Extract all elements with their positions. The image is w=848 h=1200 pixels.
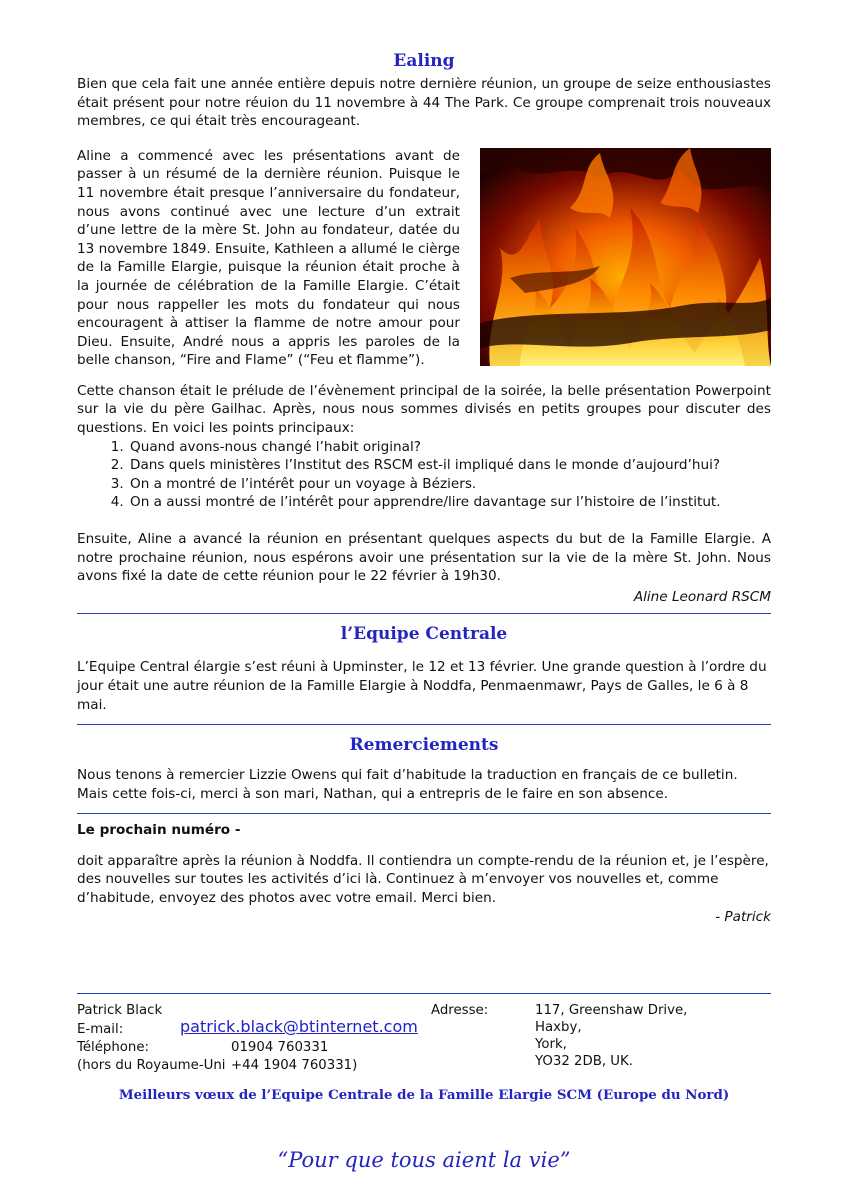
footer-divider	[77, 993, 771, 994]
intl-phone-number: +44 1904 760331)	[231, 1058, 358, 1073]
ealing-intro-paragraph: Bien que cela fait une année entière depuis notre dernière réunion, un groupe de seize enthousiastes était présent pour notre réuion du 11 novembre à 44 The Park. Ce groupe comprenait trois nouveaux membres, ce qui était très encourageant.	[77, 76, 771, 130]
phone-number: 01904 760331	[231, 1040, 329, 1055]
list-item: 4. On a aussi montré de l’intérêt pour apprendre/lire davantage sur l’histoire de l’institut.	[128, 493, 771, 512]
prochain-heading: Le prochain numéro -	[77, 822, 241, 839]
ealing-paragraph-4: Ensuite, Aline a avancé la réunion en présentant quelques aspects du but de la Famille Elargie. A notre prochaine réunion, nous espérons avoir une présentation sur la vie de la mère St. John. Nous avons fixé la date de cette réunion pour le 22 février à 19h30.	[77, 530, 771, 585]
section-divider	[77, 724, 771, 725]
intl-label: (hors du Royaume-Uni	[77, 1058, 226, 1073]
list-item: 1. Quand avons-nous changé l’habit original?	[128, 438, 771, 457]
section-title-ealing: Ealing	[393, 51, 455, 71]
discussion-points-list	[77, 438, 771, 512]
address-line: York,	[535, 1037, 567, 1052]
email-link[interactable]: patrick.black@btinternet.com	[180, 1017, 418, 1036]
section-title-equipe: l’Equipe Centrale	[340, 624, 508, 645]
email-label: E-mail:	[77, 1022, 124, 1037]
phone-label: Téléphone:	[77, 1040, 150, 1055]
address-line: Haxby,	[535, 1020, 582, 1035]
list-item: 3. On a montré de l’intérêt pour un voyage à Béziers.	[128, 475, 771, 494]
prochain-paragraph: doit apparaître après la réunion à Noddfa. Il contiendra un compte-rendu de la réunion et, je l’espère, des nouvelles sur toutes les activités d’ici là. Continuez à m’envoyer vos nouvelles et, comme d’habitude, envoyez des photos avec votre email. Merci bien.	[77, 852, 769, 907]
ealing-paragraph-3: Cette chanson était le prélude de l’évènement principal de la soirée, la belle présentation Powerpoint sur la vie du père Gailhac. Après, nous nous sommes divisés en petits groupes pour discuter des questions. En voici les points principaux:	[77, 382, 771, 436]
section-title-remerciements: Remerciements	[349, 735, 499, 756]
prochain-signature: - Patrick	[715, 908, 771, 925]
address-line: YO32 2DB, UK.	[535, 1054, 633, 1069]
list-item: 2. Dans quels ministères l’Institut des RSCM est-il impliqué dans le monde d’aujourd’hui?	[128, 456, 771, 475]
closing-greeting: Meilleurs vœux de l’Equipe Centrale de la Famille Elargie SCM (Europe du Nord)	[118, 1087, 730, 1103]
remerciements-paragraph: Nous tenons à remercier Lizzie Owens qui fait d’habitude la traduction en français de ce bulletin. Mais cette fois-ci, merci à son mari, Nathan, qui a entrepris de le faire en son absence.	[77, 767, 738, 802]
address-line: 117, Greenshaw Drive,	[535, 1003, 688, 1018]
ealing-signature: Aline Leonard RSCM	[633, 588, 771, 605]
ealing-paragraph-2: Aline a commencé avec les présentations avant de passer à un résumé de la dernière réunion. Puisque le 11 novembre était presque l’anniversaire du fondateur, nous avons continué avec une lecture d’un extrait d’une lettre de la mère St. John au fondateur, datée du 13 novembre 1849. Ensuite, Kathleen a allumé le cièrge de la Famille Elargie, puisque la réunion était proche à la journée de célébration de la Famille Elargie. C’était pour nous rappeller les mots du fondateur qui nous encouragent à attiser la flamme de notre amour pour Dieu. Ensuite, André nous a appris les paroles de la belle chanson, “Fire and Flame” (“Feu et flamme”).	[77, 147, 460, 369]
section-divider	[77, 813, 771, 814]
main-content	[77, 50, 771, 926]
equipe-paragraph: L’Equipe Central élargie s’est réuni à Upminster, le 12 et 13 février. Une grande question à l’ordre du jour était une autre réunion de la Famille Elargie à Noddfa, Penmaenmawr, Pays de Galles, le 6 à 8 mai.	[77, 659, 767, 713]
address-label: Adresse:	[431, 1003, 489, 1018]
section-divider	[77, 613, 771, 614]
motto: “Pour que tous aient la vie”	[277, 1148, 571, 1172]
contact-name: Patrick Black	[77, 1003, 163, 1018]
fire-photo	[480, 148, 771, 366]
